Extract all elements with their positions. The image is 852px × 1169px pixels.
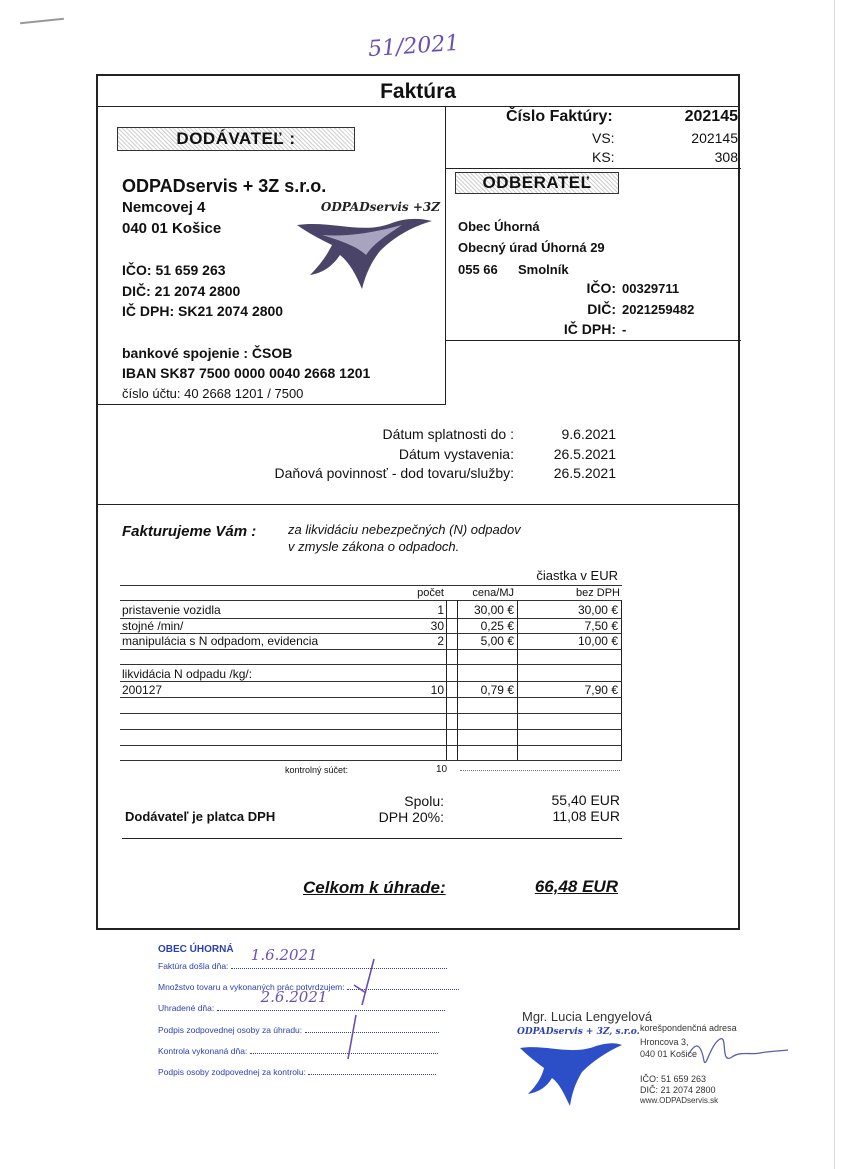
company-logo-text: ODPADservis +3Z [320, 200, 440, 214]
col-qty-header: počet [417, 587, 444, 599]
customer-dic: 2021259482 [622, 302, 695, 317]
customer-town: Smolník [518, 262, 569, 277]
tax-date-label: Daňová povinnosť - dod tovaru/služby: [274, 465, 514, 481]
table-row-3-qty: 2 [437, 634, 444, 648]
table-row-6-price: 0,79 € [480, 683, 514, 697]
table-col-divider-4 [621, 600, 622, 760]
customer-ico-label: IČO: [586, 280, 616, 296]
company-stamp-logo-icon [516, 1040, 626, 1110]
vat-label: DPH 20%: [378, 809, 444, 825]
table-row-4-line [120, 664, 622, 665]
table-row-9-line [120, 745, 622, 746]
customer-office: Obecný úrad Úhorná 29 [458, 240, 605, 255]
customer-box-bottom [445, 340, 741, 341]
stamp-line-3-label: Uhradené dňa: [158, 1003, 215, 1014]
table-row-3-item: manipulácia s N odpadom, evidencia [122, 634, 319, 648]
corner-mark [20, 18, 64, 25]
handwritten-invoice-number: 51/2021 [367, 30, 461, 63]
signatory-name: Mgr. Lucia Lengyelová [522, 1009, 653, 1024]
table-row-3-price: 5,00 € [480, 634, 514, 648]
stamp-line-3-handwriting: 2.6.2021 [260, 988, 328, 1007]
table-row-8-line [120, 729, 622, 730]
col-price-header: cena/MJ [472, 587, 514, 599]
control-sum-dots [460, 770, 620, 771]
customer-ico: 00329711 [622, 281, 680, 296]
billing-desc-1: za likvidáciu nebezpečných (N) odpadov [288, 522, 521, 537]
stamp-dic: DIČ: 21 2074 2800 [640, 1085, 716, 1095]
table-row-3-line [120, 649, 622, 650]
table-row-6-total: 7,90 € [584, 683, 618, 697]
supplier-bank: bankové spojenie : ČSOB [122, 345, 293, 361]
grand-total-label: Celkom k úhrade: [303, 878, 446, 897]
vat-value: 11,08 EUR [552, 808, 620, 824]
table-row-1-total: 30,00 € [577, 603, 618, 617]
table-row-2-price: 0,25 € [480, 619, 514, 633]
stamp-line-6-field [308, 1066, 436, 1075]
control-sum-value: 10 [436, 764, 448, 775]
table-row-6-line [120, 697, 622, 698]
ks-label: KS: [592, 149, 615, 165]
stamp-line-2-label: Množstvo tovaru a vykonaných prác potvrdzujem: [158, 982, 345, 993]
supplier-city: 040 01 Košice [122, 220, 222, 237]
table-row-2-qty: 30 [430, 619, 444, 633]
billing-desc-2: v zmysle zákona o odpadoch. [288, 539, 460, 554]
stamp-line-4 [158, 1024, 448, 1035]
stamp-line-5 [158, 1045, 448, 1056]
table-row-6-item: 200127 [122, 683, 163, 697]
table-row-1-qty: 1 [437, 603, 444, 617]
supplier-box-bottom [96, 404, 446, 405]
stamp-address-title: korešpondenčná adresa [640, 1023, 737, 1033]
company-logo [292, 200, 440, 295]
stamp-title: OBEC ÚHORNÁ [158, 944, 234, 955]
table-top-line [120, 585, 622, 586]
control-sum-label: kontrolný súčet: [285, 765, 349, 775]
due-date-label: Dátum splatnosti do : [382, 426, 514, 442]
bird-logo-icon [292, 215, 440, 295]
table-row-1-price: 30,00 € [473, 603, 514, 617]
supplier-dic: DIČ: 21 2074 2800 [122, 283, 241, 299]
municipality-stamp [158, 944, 448, 1077]
edge-shadow [834, 0, 835, 1169]
company-stamp-name: ODPADservis + 3Z, s.r.o. [517, 1027, 640, 1037]
table-row-7-line [120, 713, 622, 714]
table-row-2-total: 7,50 € [584, 619, 618, 633]
stamp-line-6-label: Podpis osoby zodpovednej za kontrolu: [158, 1066, 306, 1077]
customer-zip: 055 66 [458, 262, 498, 277]
stamp-line-1-label: Faktúra došla dňa: [158, 961, 229, 971]
invoice-number-label: Číslo Faktúry: [506, 108, 613, 125]
stamp-address-line-1: Hroncova 3, [640, 1037, 689, 1048]
tax-date-value: 26.5.2021 [553, 465, 616, 481]
table-row-2-item: stojné /min/ [122, 619, 184, 633]
supplier-ico: IČO: 51 659 263 [122, 262, 226, 278]
supplier-header: DODÁVATEĽ : [117, 127, 355, 151]
table-header-line [120, 600, 622, 601]
stamp-line-3 [158, 988, 448, 1014]
supplier-name: ODPADservis + 3Z s.r.o. [122, 176, 327, 196]
sum-value: 55,40 EUR [551, 792, 620, 808]
customer-icdph-label: IČ DPH: [563, 321, 616, 337]
table-row-1-item: pristavenie vozidla [122, 603, 221, 617]
supplier-iban: IBAN SK87 7500 0000 0040 2668 1201 [122, 365, 371, 381]
issue-date-value: 26.5.2021 [553, 446, 616, 462]
issue-date-label: Dátum vystavenia: [398, 446, 514, 462]
invoice-title: Faktúra [380, 80, 456, 103]
sum-label: Spolu: [404, 793, 444, 809]
col-total-header: bez DPH [575, 587, 620, 599]
customer-header: ODBERATEĽ [455, 172, 619, 194]
dates-box-bottom [96, 504, 740, 505]
stamp-web: www.ODPADservis.sk [640, 1096, 719, 1106]
vs-value: 202145 [691, 130, 738, 146]
table-row-6-qty: 10 [430, 683, 444, 697]
handwritten-signature [680, 1025, 790, 1075]
customer-dic-label: DIČ: [587, 301, 616, 317]
invoice-number: 202145 [684, 108, 738, 125]
table-col-divider-1 [446, 600, 447, 760]
title-divider [96, 106, 740, 107]
customer-icdph: - [622, 322, 627, 337]
supplier-icdph: IČ DPH: SK21 2074 2800 [122, 303, 284, 319]
approval-signature-mark [326, 955, 386, 1065]
table-row-5-line [120, 681, 622, 682]
invoice-info-bottom [445, 168, 741, 169]
ks-value: 308 [714, 149, 738, 165]
vat-payer-note: Dodávateľ je platca DPH [125, 809, 276, 824]
table-row-3-total: 10,00 € [577, 634, 618, 648]
stamp-line-6 [158, 1066, 448, 1077]
table-row-5-item: likvidácia N odpadu /kg/: [122, 667, 253, 681]
supplier-box-right [445, 106, 446, 404]
grand-total-value: 66,48 EUR [534, 877, 618, 896]
stamp-line-5-label: Kontrola vykonaná dňa: [158, 1045, 248, 1056]
stamp-ico: IČO: 51 659 263 [640, 1073, 707, 1084]
vs-label: VS: [592, 130, 615, 146]
totals-divider [122, 838, 622, 839]
table-bottom-line [120, 760, 622, 761]
supplier-account: číslo účtu: 40 2668 1201 / 7500 [122, 386, 304, 401]
stamp-line-4-label: Podpis zodpovednej osoby za úhradu: [158, 1024, 303, 1035]
currency-label: čiastka v EUR [536, 568, 618, 583]
customer-name: Obec Úhorná [458, 219, 540, 234]
billing-label: Fakturujeme Vám : [122, 523, 257, 540]
due-date-value: 9.6.2021 [561, 426, 616, 442]
stamp-address-line-2: 040 01 Košice [640, 1048, 698, 1059]
supplier-street: Nemcovej 4 [122, 199, 206, 216]
stamp-line-1-handwriting: 1.6.2021 [250, 946, 318, 964]
